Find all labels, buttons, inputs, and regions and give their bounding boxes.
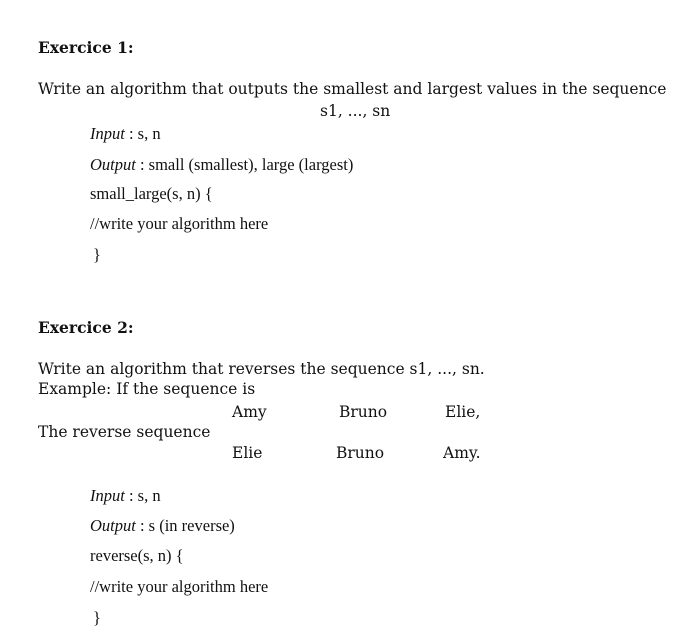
- exercise1-statement: Write an algorithm that outputs the smallest and largest values in the sequence: [38, 80, 667, 98]
- exercise2-input-label: Input: [90, 486, 125, 505]
- exercise2-output-line: [90, 516, 235, 535]
- reversed-item: Amy.: [443, 444, 481, 462]
- exercise2-statement: Write an algorithm that reverses the sequence s1, ..., sn.: [38, 360, 485, 378]
- exercise1-closing-brace: }: [93, 245, 101, 264]
- exercise2-example-intro: Example: If the sequence is: [38, 380, 256, 398]
- exercise2-comment: //write your algorithm here: [90, 577, 269, 596]
- exercise2-input-value: : s, n: [128, 486, 161, 505]
- exercise1-title: Exercice 1:: [38, 38, 134, 57]
- exercise2-input-line: [90, 486, 161, 505]
- exercise1-input-label: Input: [90, 124, 125, 143]
- exercise1-comment: //write your algorithm here: [90, 214, 269, 233]
- exercise1-output-value: : small (smallest), large (largest): [139, 155, 354, 174]
- exercise1-output-line: [90, 155, 353, 174]
- exercise2-closing-brace: }: [93, 608, 101, 627]
- exercise2-output-value: : s (in reverse): [139, 516, 235, 535]
- exercise1-input-value: : s, n: [128, 124, 161, 143]
- reversed-item: Elie: [232, 444, 263, 462]
- exercise1-sequence: s1, ..., sn: [320, 102, 391, 120]
- exercise2-reverse-label: The reverse sequence: [38, 423, 211, 441]
- exercise2-title: Exercice 2:: [38, 318, 134, 337]
- sequence-item: Elie,: [445, 403, 481, 421]
- exercise1-input-line: [90, 124, 161, 143]
- reversed-item: Bruno: [336, 444, 385, 462]
- sequence-item: Amy: [232, 403, 267, 421]
- exercise2-signature: reverse(s, n) {: [90, 546, 184, 565]
- exercise1-output-label: Output: [90, 155, 136, 174]
- sequence-item: Bruno: [339, 403, 388, 421]
- exercise2-output-label: Output: [90, 516, 136, 535]
- exercise1-signature: small_large(s, n) {: [90, 184, 213, 203]
